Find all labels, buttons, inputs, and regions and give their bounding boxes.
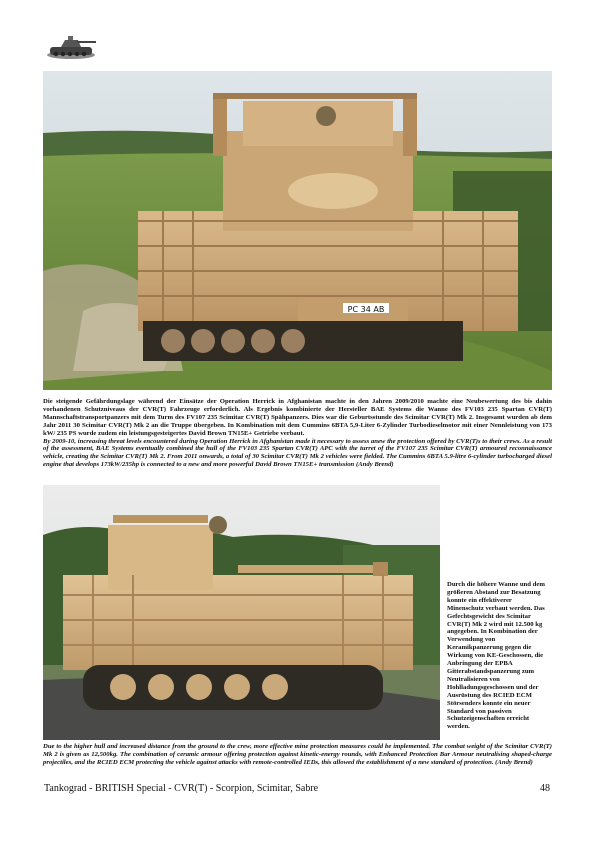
scimitar-mk2-photo-side bbox=[43, 485, 440, 740]
photo1-caption bbox=[43, 398, 552, 469]
tank-logo-icon bbox=[44, 30, 98, 60]
footer-title: Tankograd - BRITISH Special - CVR(T) - Scorpion, Scimitar, Sabre bbox=[44, 783, 319, 794]
photo1-caption-german: Die steigende Gefährdungslage während der Einsätze der Operation Herrick in Afghanistan machte in den Jahren 2009/2010 machte eine Neubewertung des bis dahin vorhandenen Schutzniveaus der CVR(T) Fahrzeuge erforderlich. Als Ergebnis kombinierte der Hersteller BAE Systems die Wanne des FV103 235 Spartan CVR(T) Mannschaftstransportpanzers mit dem Turm des FV107 235 Scimitar CVR(T) Spähpanzers. Dies war die Geburtsstunde des Scimitar CVR(T) Mk 2. Insgesamt wurden ab dem Jahr 2011 30 Scimitar CVR(T) Mk 2 an die Truppe übergeben. In Kombination mit dem Cummins 6BTA 5,9-Liter 6-Zylinder Turbodieselmotor mit einer Nennleistung von 173 kW/ 235 PS wurde zudem ein leistungsgesteigertes David Brown TN15E+ Getriebe verbaut. bbox=[43, 398, 552, 437]
photo2-caption-german: Durch die höhere Wanne und dem größeren Abstand zur Besatzung konnte ein effektiverer Minenschutz verbaut werden. Das Gefechtsgewicht des Scimitar CVR(T) Mk 2 wird mit 12.500 kg angegeben. In Kombination der Verwendung von Keramikpanzerung gegen die Wirkung von KE-Geschossen, die Anbringung der EPBA Gitterabstandspanzerung zum Neutralisieren von Hohlladungsgeschossen und der Ausrüstung des RCIED ECM Störsenders konnte ein neuer Standard von passiven Schutzeigenschaften erreicht werden. bbox=[447, 581, 545, 731]
scimitar-mk2-photo-front bbox=[43, 71, 552, 390]
license-plate: PC 34 AB bbox=[347, 305, 385, 314]
photo2-caption-english: Due to the higher hull and increased distance from the ground to the crew, more effective mine protection measures could be implemented. The combat weight of the Scimitar CVR(T) Mk 2 is given as 12,500kg. The combination of ceramic armour offering protection against kinetic-energy rounds, with Enhanced Protection Bar Armour neutralising shaped-charge projectiles, and the RCIED ECM protecting the vehicle against attacks with remote-controlled IEDs, this allowed the establishment of a new standard of protection. (Andy Brend) bbox=[43, 743, 552, 766]
photo1-caption-english: By 2009-10, increasing threat levels encountered during Operation Herrick in Afghanistan made it necessary to assess anew the protection offered by CVR(T)s to their crews. As a result of the assessment, BAE Systems eventually combined the hull of the FV103 235 Spartan CVR(T) APC with the turret of the FV107 235 Scimitar CVR(T) armoured reconnaissance vehicle, creating the Scimitar CVR(T) Mk 2. From 2011 onwards, a total of 30 Scimitar CVR(T) Mk 2 vehicles were fielded. The Cummins 6BTA 5.9-litre 6-cylinder turbocharged diesel engine that develops 173kW/235hp is connected to a new and more powerful David Brown TN15E+ transmission (Andy Brend) bbox=[43, 437, 552, 469]
page-number: 48 bbox=[540, 783, 550, 794]
